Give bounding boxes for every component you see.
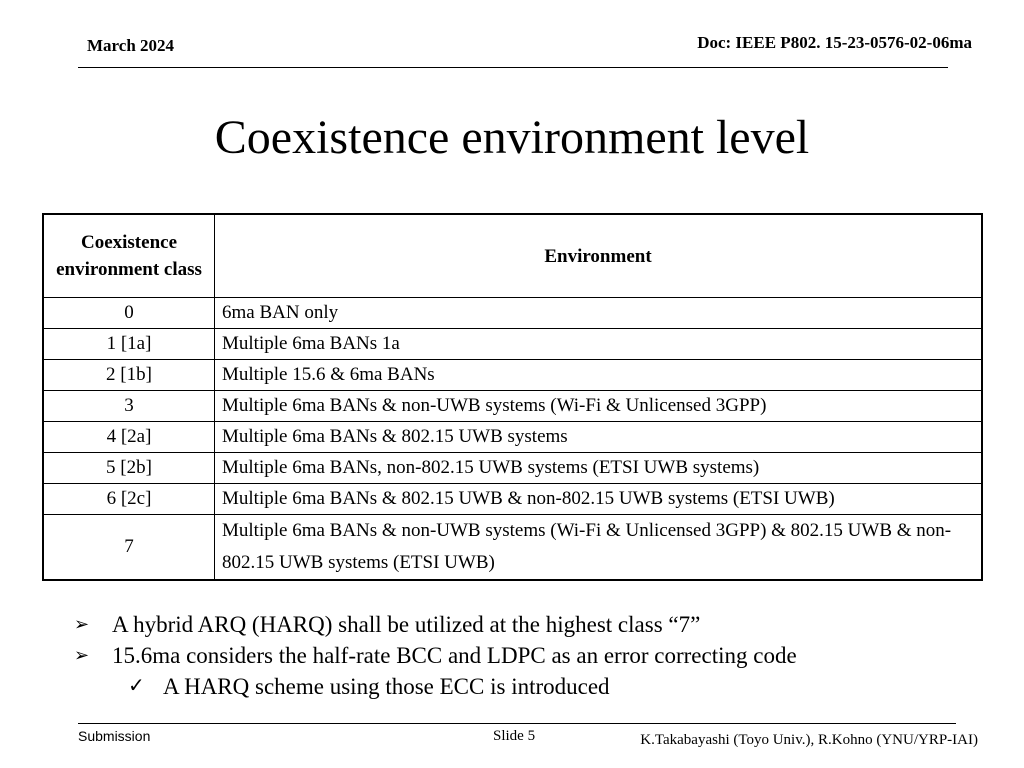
arrow-bullet-icon: ➢ bbox=[74, 614, 90, 634]
bullet-text: A hybrid ARQ (HARQ) shall be utilized at the highest class “7” bbox=[112, 612, 701, 637]
row-class: 2 [1b] bbox=[43, 360, 215, 391]
footer-authors: K.Takabayashi (Toyo Univ.), R.Kohno (YNU/YRP-IAI) bbox=[640, 732, 978, 748]
row-environment: Multiple 6ma BANs 1a bbox=[215, 329, 983, 360]
row-environment: Multiple 15.6 & 6ma BANs bbox=[215, 360, 983, 391]
table-row bbox=[43, 453, 982, 484]
bullet-item bbox=[74, 609, 797, 640]
table-row bbox=[43, 422, 982, 453]
footer-divider bbox=[78, 723, 956, 724]
arrow-bullet-icon: ➢ bbox=[74, 645, 90, 665]
table-row bbox=[43, 515, 982, 581]
header-class: Coexistence environment class bbox=[43, 214, 215, 298]
table-header-row bbox=[43, 214, 982, 298]
row-class: 6 [2c] bbox=[43, 484, 215, 515]
sub-bullet-item bbox=[74, 671, 797, 702]
bullet-text: 15.6ma considers the half-rate BCC and LDPC as an error correcting code bbox=[112, 643, 797, 668]
table-row bbox=[43, 360, 982, 391]
bullet-item bbox=[74, 640, 797, 671]
table-row bbox=[43, 391, 982, 422]
table-row bbox=[43, 484, 982, 515]
checkmark-icon: ✓ bbox=[128, 675, 145, 697]
row-class: 1 [1a] bbox=[43, 329, 215, 360]
header-doc-id: Doc: IEEE P802. 15-23-0576-02-06ma bbox=[697, 33, 972, 52]
row-class: 0 bbox=[43, 298, 215, 329]
footer-submission: Submission bbox=[78, 728, 151, 744]
slide-title: Coexistence environment level bbox=[214, 111, 810, 164]
header-environment: Environment bbox=[215, 214, 983, 298]
row-environment: 6ma BAN only bbox=[215, 298, 983, 329]
header-date: March 2024 bbox=[87, 36, 175, 55]
row-class: 7 bbox=[43, 515, 215, 581]
table-row bbox=[43, 329, 982, 360]
row-environment: Multiple 6ma BANs & 802.15 UWB & non-802.15 UWB systems (ETSI UWB) bbox=[215, 484, 983, 515]
row-class: 5 [2b] bbox=[43, 453, 215, 484]
bullet-text: A HARQ scheme using those ECC is introduced bbox=[163, 674, 610, 699]
bullet-list bbox=[74, 609, 797, 702]
header-divider bbox=[78, 67, 948, 68]
coexistence-table bbox=[42, 213, 983, 581]
row-class: 4 [2a] bbox=[43, 422, 215, 453]
row-environment: Multiple 6ma BANs & 802.15 UWB systems bbox=[215, 422, 983, 453]
footer-slide-number: Slide 5 bbox=[493, 728, 536, 744]
row-class: 3 bbox=[43, 391, 215, 422]
row-environment: Multiple 6ma BANs & non-UWB systems (Wi-Fi & Unlicensed 3GPP) bbox=[215, 391, 983, 422]
row-environment: Multiple 6ma BANs & non-UWB systems (Wi-Fi & Unlicensed 3GPP) & 802.15 UWB & non-802.15 UWB systems (ETSI UWB) bbox=[215, 515, 983, 581]
row-environment: Multiple 6ma BANs, non-802.15 UWB systems (ETSI UWB systems) bbox=[215, 453, 983, 484]
table-row bbox=[43, 298, 982, 329]
